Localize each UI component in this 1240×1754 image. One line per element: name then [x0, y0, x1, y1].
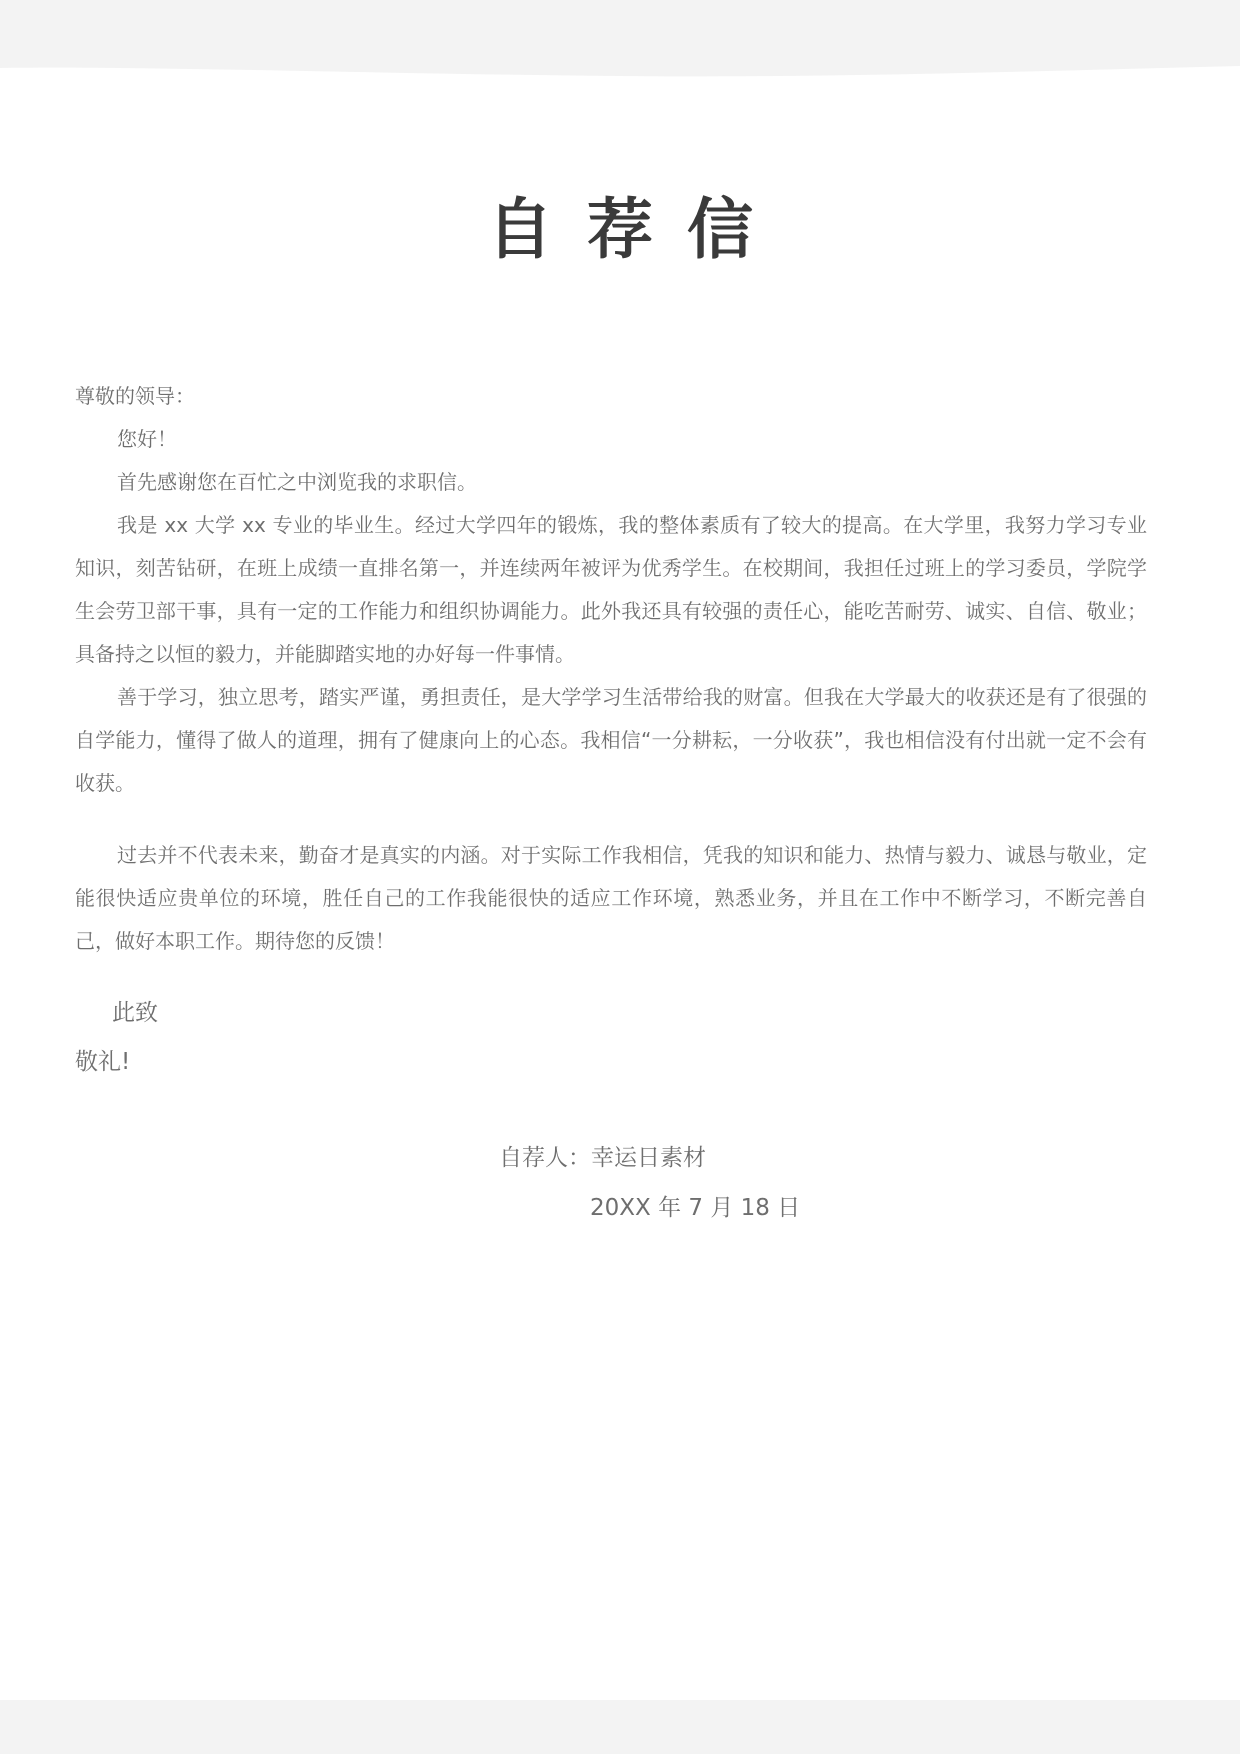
bottom-band [0, 1700, 1240, 1754]
outlook-paragraph: 过去并不代表未来，勤奋才是真实的内涵。对于实际工作我相信，凭我的知识和能力、热情与毅力、诚恳与敬业，定能很快适应贵单位的环境，胜任自己的工作我能很快的适应工作环境，熟悉业务，并且在工作中不断学习，不断完善自己，做好本职工作。期待您的反馈！ [75, 843, 1147, 953]
closing-line-2: 敬礼! [75, 1049, 131, 1075]
closing-line-1: 此致 [112, 1000, 158, 1026]
top-wave-band [0, 0, 1240, 80]
background-paragraph: 我是 xx 大学 xx 专业的毕业生。经过大学四年的锻炼，我的整体素质有了较大的提高。在大学里，我努力学习专业知识，刻苦钻研，在班上成绩一直排名第一，并连续两年被评为优秀学生。在校期间，我担任过班上的学习委员，学院学生会劳卫部干事，具有一定的工作能力和组织协调能力。此外我还具有较强的责任心，能吃苦耐劳、诚实、自信、敬业；具备持之以恒的毅力，并能脚踏实地的办好每一件事情。 [75, 513, 1147, 666]
greeting-paragraph: 您好！ [117, 427, 177, 451]
date-line: 20XX 年 7 月 18 日 [590, 1195, 801, 1221]
letter-title: 自荐信 [487, 190, 787, 268]
thanks-paragraph: 首先感谢您在百忙之中浏览我的求职信。 [117, 470, 477, 494]
signer-line: 自荐人：幸运日素材 [499, 1145, 706, 1171]
letter-body [75, 418, 1147, 963]
salutation: 尊敬的领导： [75, 384, 195, 408]
learning-paragraph: 善于学习，独立思考，踏实严谨，勇担责任，是大学学习生活带给我的财富。但我在大学最大的收获还是有了很强的自学能力，懂得了做人的道理，拥有了健康向上的心态。我相信“一分耕耘，一分收获”，我也相信没有付出就一定不会有收获。 [75, 685, 1147, 795]
